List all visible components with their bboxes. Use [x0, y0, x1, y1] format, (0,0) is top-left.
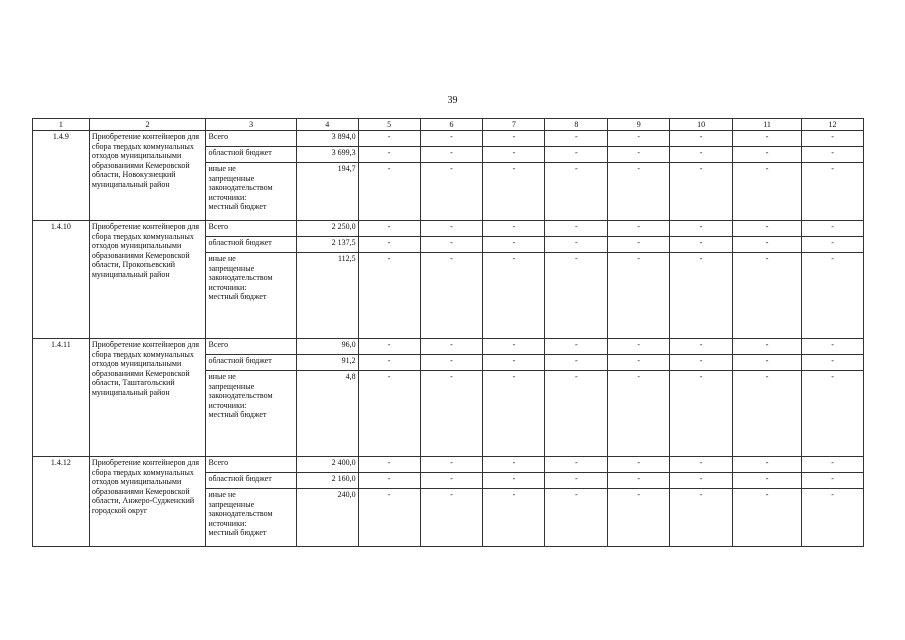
- source-regional-label: областной бюджет: [206, 473, 296, 489]
- empty-value-dash: -: [420, 147, 483, 163]
- empty-value-dash: -: [733, 473, 802, 489]
- source-other-line: запрещенные: [208, 381, 255, 391]
- empty-value-dash: -: [545, 339, 608, 355]
- source-other-label: [206, 163, 296, 221]
- source-other-line: местный бюджет: [208, 410, 267, 420]
- empty-value-dash: -: [483, 371, 545, 457]
- empty-value-dash: -: [358, 131, 420, 147]
- empty-value-dash: -: [802, 163, 864, 221]
- empty-value-dash: -: [733, 237, 802, 253]
- table-body: [33, 131, 864, 547]
- empty-value-dash: -: [483, 237, 545, 253]
- empty-value-dash: -: [608, 163, 670, 221]
- empty-value-dash: -: [802, 237, 864, 253]
- empty-value-dash: -: [608, 131, 670, 147]
- empty-value-dash: -: [358, 473, 420, 489]
- table-row: [33, 221, 864, 237]
- source-other-line: иные не: [208, 372, 236, 381]
- empty-value-dash: -: [670, 489, 733, 547]
- table-row: [33, 339, 864, 355]
- source-other-line: законодательством: [208, 391, 273, 401]
- empty-value-dash: -: [670, 237, 733, 253]
- source-other-line: местный бюджет: [208, 202, 267, 212]
- empty-value-dash: -: [608, 221, 670, 237]
- empty-value-dash: -: [420, 489, 483, 547]
- source-other-line: иные не: [208, 164, 236, 173]
- empty-value-dash: -: [358, 489, 420, 547]
- source-total-label: Всего: [206, 339, 296, 355]
- empty-value-dash: -: [420, 457, 483, 473]
- empty-value-dash: -: [545, 489, 608, 547]
- empty-value-dash: -: [545, 147, 608, 163]
- regional-amount: 91,2: [296, 355, 358, 371]
- source-total-label: Всего: [206, 457, 296, 473]
- empty-value-dash: -: [420, 473, 483, 489]
- column-number-row: [33, 119, 864, 131]
- column-number: 3: [206, 119, 296, 131]
- empty-value-dash: -: [608, 339, 670, 355]
- empty-value-dash: -: [733, 339, 802, 355]
- source-other-label: [206, 253, 296, 339]
- column-number: 8: [545, 119, 608, 131]
- empty-value-dash: -: [670, 147, 733, 163]
- empty-value-dash: -: [802, 221, 864, 237]
- activity-description: Приобретение контейнеров для сбора твердых коммунальных отходов муниципальными образованиями Кемеровской области, Новокузнецкий муниципальный район: [89, 131, 206, 221]
- activity-description: Приобретение контейнеров для сбора твердых коммунальных отходов муниципальными образованиями Кемеровской области, Таштагольский муниципальный район: [89, 339, 206, 457]
- source-total-label: Всего: [206, 131, 296, 147]
- empty-value-dash: -: [358, 237, 420, 253]
- source-other-label: [206, 489, 296, 547]
- source-other-line: иные не: [208, 490, 236, 499]
- page-number: 39: [447, 95, 458, 106]
- empty-value-dash: -: [545, 163, 608, 221]
- empty-value-dash: -: [545, 457, 608, 473]
- source-regional-label: областной бюджет: [206, 355, 296, 371]
- empty-value-dash: -: [545, 473, 608, 489]
- empty-value-dash: -: [608, 147, 670, 163]
- empty-value-dash: -: [483, 339, 545, 355]
- empty-value-dash: -: [670, 221, 733, 237]
- local-amount: 240,0: [296, 489, 358, 547]
- empty-value-dash: -: [608, 371, 670, 457]
- empty-value-dash: -: [420, 339, 483, 355]
- empty-value-dash: -: [483, 221, 545, 237]
- empty-value-dash: -: [420, 221, 483, 237]
- empty-value-dash: -: [358, 371, 420, 457]
- column-number: 11: [733, 119, 802, 131]
- empty-value-dash: -: [733, 147, 802, 163]
- empty-value-dash: -: [802, 131, 864, 147]
- empty-value-dash: -: [545, 221, 608, 237]
- source-other-line: источники:: [208, 400, 247, 410]
- empty-value-dash: -: [802, 489, 864, 547]
- empty-value-dash: -: [483, 489, 545, 547]
- empty-value-dash: -: [358, 147, 420, 163]
- activity-description: Приобретение контейнеров для сбора твердых коммунальных отходов муниципальными образованиями Кемеровской области, Анжеро-Судженский городской округ: [89, 457, 206, 547]
- activity-code: 1.4.12: [33, 457, 90, 547]
- empty-value-dash: -: [358, 339, 420, 355]
- empty-value-dash: -: [733, 131, 802, 147]
- source-regional-label: областной бюджет: [206, 237, 296, 253]
- empty-value-dash: -: [483, 163, 545, 221]
- empty-value-dash: -: [670, 163, 733, 221]
- empty-value-dash: -: [483, 147, 545, 163]
- column-number: 4: [296, 119, 358, 131]
- source-other-line: законодательством: [208, 183, 273, 193]
- empty-value-dash: -: [420, 355, 483, 371]
- regional-amount: 3 699,3: [296, 147, 358, 163]
- empty-value-dash: -: [483, 253, 545, 339]
- empty-value-dash: -: [670, 339, 733, 355]
- column-number: 7: [483, 119, 545, 131]
- source-other-line: местный бюджет: [208, 292, 267, 302]
- source-other-line: источники:: [208, 192, 247, 202]
- source-other-line: источники:: [208, 282, 247, 292]
- column-number: 10: [670, 119, 733, 131]
- empty-value-dash: -: [608, 489, 670, 547]
- table-row: [33, 457, 864, 473]
- empty-value-dash: -: [733, 371, 802, 457]
- column-number: 2: [89, 119, 206, 131]
- column-number: 1: [33, 119, 90, 131]
- empty-value-dash: -: [733, 489, 802, 547]
- source-other-line: запрещенные: [208, 173, 255, 183]
- empty-value-dash: -: [420, 371, 483, 457]
- total-amount: 2 400,0: [296, 457, 358, 473]
- regional-amount: 2 160,0: [296, 473, 358, 489]
- empty-value-dash: -: [802, 253, 864, 339]
- empty-value-dash: -: [670, 131, 733, 147]
- empty-value-dash: -: [545, 253, 608, 339]
- empty-value-dash: -: [545, 131, 608, 147]
- empty-value-dash: -: [420, 131, 483, 147]
- empty-value-dash: -: [358, 457, 420, 473]
- local-amount: 112,5: [296, 253, 358, 339]
- total-amount: 2 250,0: [296, 221, 358, 237]
- empty-value-dash: -: [608, 457, 670, 473]
- empty-value-dash: -: [733, 457, 802, 473]
- empty-value-dash: -: [545, 237, 608, 253]
- empty-value-dash: -: [733, 163, 802, 221]
- table-row: [33, 131, 864, 147]
- column-number: 5: [358, 119, 420, 131]
- empty-value-dash: -: [670, 355, 733, 371]
- total-amount: 3 894,0: [296, 131, 358, 147]
- column-number: 9: [608, 119, 670, 131]
- empty-value-dash: -: [733, 221, 802, 237]
- source-other-line: запрещенные: [208, 499, 255, 509]
- column-number: 6: [420, 119, 483, 131]
- source-other-line: законодательством: [208, 509, 273, 519]
- budget-table: [32, 118, 864, 547]
- source-total-label: Всего: [206, 221, 296, 237]
- total-amount: 96,0: [296, 339, 358, 355]
- empty-value-dash: -: [670, 253, 733, 339]
- empty-value-dash: -: [802, 147, 864, 163]
- empty-value-dash: -: [358, 163, 420, 221]
- local-amount: 194,7: [296, 163, 358, 221]
- empty-value-dash: -: [733, 355, 802, 371]
- activity-code: 1.4.9: [33, 131, 90, 221]
- empty-value-dash: -: [802, 339, 864, 355]
- empty-value-dash: -: [608, 473, 670, 489]
- activity-description: Приобретение контейнеров для сбора твердых коммунальных отходов муниципальными образованиями Кемеровской области, Прокопьевский муниципальный район: [89, 221, 206, 339]
- source-regional-label: областной бюджет: [206, 147, 296, 163]
- empty-value-dash: -: [670, 371, 733, 457]
- source-other-line: источники:: [208, 518, 247, 528]
- empty-value-dash: -: [802, 371, 864, 457]
- local-amount: 4,8: [296, 371, 358, 457]
- empty-value-dash: -: [358, 253, 420, 339]
- empty-value-dash: -: [802, 355, 864, 371]
- empty-value-dash: -: [483, 473, 545, 489]
- empty-value-dash: -: [608, 355, 670, 371]
- empty-value-dash: -: [802, 457, 864, 473]
- empty-value-dash: -: [733, 253, 802, 339]
- activity-code: 1.4.10: [33, 221, 90, 339]
- empty-value-dash: -: [545, 355, 608, 371]
- regional-amount: 2 137,5: [296, 237, 358, 253]
- empty-value-dash: -: [420, 163, 483, 221]
- empty-value-dash: -: [608, 237, 670, 253]
- empty-value-dash: -: [483, 131, 545, 147]
- empty-value-dash: -: [420, 253, 483, 339]
- empty-value-dash: -: [608, 253, 670, 339]
- source-other-line: запрещенные: [208, 263, 255, 273]
- source-other-label: [206, 371, 296, 457]
- empty-value-dash: -: [802, 473, 864, 489]
- empty-value-dash: -: [670, 457, 733, 473]
- empty-value-dash: -: [483, 355, 545, 371]
- column-number: 12: [802, 119, 864, 131]
- empty-value-dash: -: [545, 371, 608, 457]
- activity-code: 1.4.11: [33, 339, 90, 457]
- source-other-line: иные не: [208, 254, 236, 263]
- empty-value-dash: -: [420, 237, 483, 253]
- source-other-line: местный бюджет: [208, 528, 267, 538]
- empty-value-dash: -: [358, 221, 420, 237]
- empty-value-dash: -: [483, 457, 545, 473]
- empty-value-dash: -: [358, 355, 420, 371]
- empty-value-dash: -: [670, 473, 733, 489]
- source-other-line: законодательством: [208, 273, 273, 283]
